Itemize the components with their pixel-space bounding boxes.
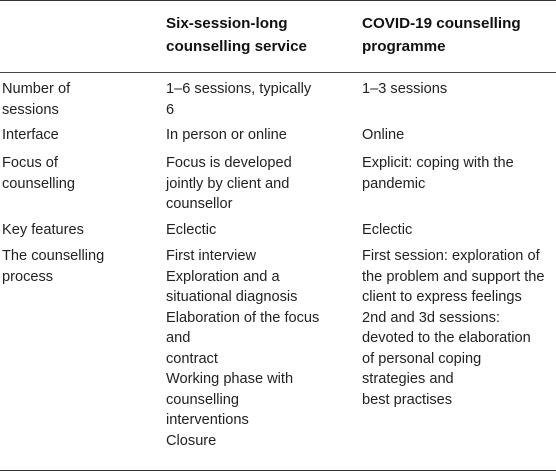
cell-line: 2nd and 3d sessions: [362, 309, 500, 326]
header-col1 [166, 12, 344, 58]
cell-line: Eclectic [166, 222, 217, 238]
row-key-features-label [2, 220, 152, 241]
row-process-col1 [166, 246, 344, 451]
table-bottom-rule [0, 470, 556, 471]
cell-line: client to express feelings [362, 289, 522, 305]
row-label-line: The counselling [2, 248, 105, 264]
cell-line: situational diagnosis [166, 289, 298, 305]
cell-line: Online [362, 127, 405, 143]
cell-line: Explicit: coping with the [362, 155, 514, 171]
cell-line: devoted to the elaboration [362, 330, 531, 346]
table-top-rule [0, 0, 556, 1]
row-label-line: Number of [2, 81, 71, 97]
cell-line: jointly by client and [166, 175, 290, 192]
cell-line: best practises [362, 391, 453, 408]
cell-line: Focus is developed [166, 155, 292, 171]
cell-line: Closure [166, 432, 217, 449]
cell-line: Eclectic [362, 222, 413, 238]
cell-line: the problem and support the [362, 268, 545, 285]
cell-line: 1–6 sessions, typically [166, 81, 312, 97]
row-focus-col2 [362, 153, 554, 194]
row-interface-col1 [166, 125, 344, 146]
row-process-label [2, 246, 152, 287]
row-focus-label [2, 153, 152, 194]
header-col1-line: Six-session-long [166, 15, 288, 32]
row-number-of-sessions-col2 [362, 79, 554, 100]
header-col2-line: COVID-19 counselling [362, 15, 521, 32]
row-focus-col1 [166, 153, 344, 215]
cell-line: strategies and [362, 371, 454, 387]
row-label-line: Key features [2, 222, 84, 238]
row-interface-label [2, 125, 152, 146]
header-col2-line: programme [362, 38, 446, 55]
cell-line: counsellor [166, 196, 233, 212]
row-interface-col2 [362, 125, 554, 146]
cell-line: 6 [166, 101, 175, 118]
header-col2 [362, 12, 554, 58]
cell-line: and [166, 330, 191, 346]
cell-line: counselling [166, 391, 240, 408]
row-label-line: Focus of [2, 155, 58, 171]
row-key-features-col1 [166, 220, 344, 241]
cell-line: contract [166, 350, 218, 367]
cell-line: 1–3 sessions [362, 81, 448, 97]
cell-line: of personal coping [362, 350, 482, 367]
header-col1-line: counselling service [166, 38, 307, 55]
row-label-line: process [2, 268, 54, 285]
row-process-col2 [362, 246, 554, 410]
header-divider-rule [0, 72, 556, 73]
row-key-features-col2 [362, 220, 554, 241]
cell-line: pandemic [362, 175, 426, 192]
row-number-of-sessions-label [2, 79, 152, 120]
cell-line: Working phase with [166, 371, 294, 387]
cell-line: First interview [166, 248, 257, 264]
row-label-line: sessions [2, 101, 59, 118]
cell-line: interventions [166, 412, 249, 428]
cell-line: First session: exploration of [362, 248, 540, 264]
row-label-line: counselling [2, 175, 76, 192]
cell-line: Exploration and a [166, 268, 280, 285]
row-number-of-sessions-col1 [166, 79, 344, 120]
row-label-line: Interface [2, 127, 59, 143]
cell-line: Elaboration of the focus [166, 309, 320, 326]
cell-line: In person or online [166, 127, 287, 143]
